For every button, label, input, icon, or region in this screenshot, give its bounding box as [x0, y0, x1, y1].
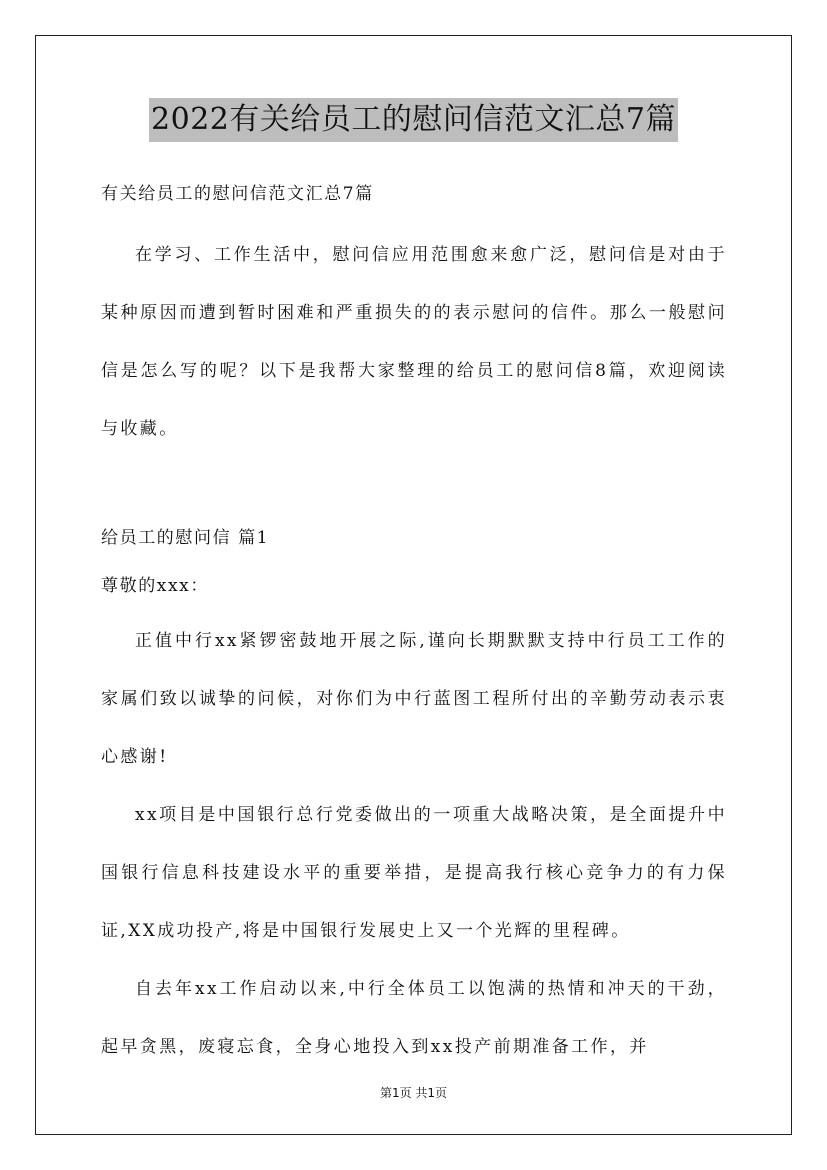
- body-paragraph: 自去年xx工作启动以来,中行全体员工以饱满的热情和冲天的干劲，起早贪黑，废寝忘食，全身心地投入到xx投产前期准备工作，并: [101, 979, 727, 1057]
- document-title: 2022有关给员工的慰问信范文汇总7篇: [149, 98, 678, 142]
- title-container: [0, 98, 827, 142]
- page-footer: [0, 1084, 827, 1101]
- section-spacer: [101, 458, 727, 516]
- body-paragraph: 正值中行xx紧锣密鼓地开展之际,谨向长期默默支持中行员工工作的家属们致以诚挚的问候，对你们为中行蓝图工程所付出的辛勤劳动表示衷心感谢!: [101, 631, 727, 767]
- letter-salutation: 尊敬的xxx：: [101, 576, 209, 596]
- section-heading: 给员工的慰问信 篇1: [101, 528, 270, 548]
- intro-paragraph: 在学习、工作生活中，慰问信应用范围愈来愈广泛，慰问信是对由于某种原因而遭到暂时困难和严重损失的的表示慰问的信件。那么一般慰问信是怎么写的呢？以下是我帮大家整理的给员工的慰问信8篇，欢迎阅读与收藏。: [101, 245, 727, 439]
- body-paragraph: xx项目是中国银行总行党委做出的一项重大战略决策，是全面提升中国银行信息科技建设水平的重要举措，是提高我行核心竞争力的有力保证,XX成功投产,将是中国银行发展史上又一个光辉的里程碑。: [101, 805, 727, 941]
- document-body: [101, 172, 727, 1076]
- page-number: 第1页 共1页: [379, 1086, 448, 1100]
- document-subtitle: 有关给员工的慰问信范文汇总7篇: [101, 184, 374, 204]
